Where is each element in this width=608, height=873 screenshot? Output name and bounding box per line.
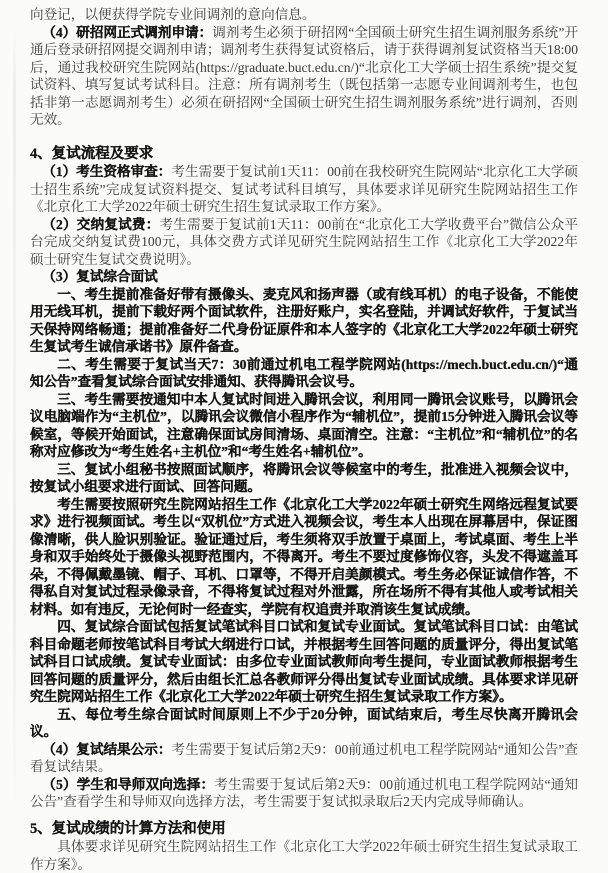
- bold-run: 二、考生需要于复试当天7：30前通过机电工程学院网站(https://mech.buct.edu.cn/)“通知公告”查看复试综合面试安排通知、获得腾讯会议号。: [30, 356, 578, 389]
- section-5-heading: [30, 821, 578, 839]
- para-rule-2-notice: [30, 356, 578, 391]
- para-rule-4-interview-content: [30, 618, 578, 706]
- para-continuation: [30, 6, 578, 24]
- para-rule-1-equipment: [30, 286, 578, 356]
- para-item-4-transfer-application: [30, 24, 578, 129]
- para-rule-5-duration: [30, 706, 578, 741]
- page-content: [30, 6, 578, 873]
- bold-run: 四、复试综合面试包括复试笔试科目口试和复试专业面试。复试笔试科目口试：由笔试科目命题老师按笔试科目考试大纲进行口试，并根据考生回答问题的质量评分，得出复试笔试科目口试成绩。复试专业面试：由多位专业面试教师向考生提问，专业面试教师根据考生回答问题的质量评分，然后由组长汇总各教师评分得出复试专业面试成绩。具体要求详见研究生院网站招生工作《北京化工大学2022年硕士研究生招生复试录取工作方案》。: [30, 619, 578, 704]
- section-4-heading: [30, 146, 578, 164]
- text-run: 考生需要于复试后第2天9：00前通过机电工程学院网站“通知公告”查看学生和导师双向选择方法，考生需要于复试拟录取后2天内完成导师确认。: [30, 776, 578, 809]
- para-item-1-qualification-review: [30, 163, 578, 216]
- bold-run: 五、每位考生综合面试时间原则上不少于20分钟，面试结束后，考生尽快离开腾讯会议。: [30, 706, 578, 739]
- text-run: 调剂考生必须于研招网“全国硕士研究生招生调剂服务系统”开通后登录研招网提交调剂申请；调剂考生获得复试资格后，请于获得调剂复试资格当天18:00后，通过我校研究生院网站(https://graduate.buct.edu.cn/)“北京化工大学硕士招生系统”提交复试资料、填写复试考试科目。注意：所有调剂考生（既包括第一志愿专业间调剂考生，也包括非第一志愿调剂考生）必须在研招网“全国硕士研究生招生调剂服务系统”进行调剂，否则无效。: [30, 24, 578, 127]
- bold-run: 三、复试小组秘书按照面试顺序，将腾讯会议等候室中的考生，批准进入视频会议中，按复试小组要求进行面试、回答问题。: [30, 461, 578, 494]
- text-run: 考生需要于复试前1天11：00前在“北京化工大学收费平台”微信公众平台完成交纳复试费100元，具体交费方式详见研究生院网站招生工作《北京化工大学2022年硕士研究生复试交费说明》。: [30, 216, 578, 267]
- scan-artifact: [13, 30, 16, 820]
- bold-run: 考生需要按照研究生院网站招生工作《北京化工大学2022年硕士研究生网络远程复试要求》进行视频面试。考生以“双机位”方式进入视频会议，考生本人出现在屏幕居中，保证图像清晰，供人脸识别验证。验证通过后，考生须将双手放置于桌面上，考试桌面、考生上半身和双手始终处于摄像头视野范围内，不得离开。考生不要过度修饰仪容，头发不得遮盖耳朵，不得佩戴墨镜、帽子、耳机、口罩等，不得开启美颜模式。考生务必保证诚信作答，不得私自对复试过程录像录音，不得将复试过程对外泄露，所在场所不得有其他人或考试相关材料。如有违反，无论何时一经查实，学院有权追责并取消该生复试成绩。: [30, 496, 578, 617]
- bold-run: （5）学生和导师双向选择：: [42, 776, 215, 792]
- text-run: 考生需要于复试后第2天9：00前通过机电工程学院网站“通知公告”查看复试结果。: [30, 741, 579, 774]
- para-item-4-result-announcement: [30, 741, 578, 776]
- bold-run: 4、复试流程及要求: [30, 145, 154, 162]
- text-run: 具体要求详见研究生院网站招生工作《北京化工大学2022年硕士研究生招生复试录取工作方案》。: [30, 839, 578, 872]
- bold-run: （2）交纳复试费：: [42, 216, 160, 232]
- para-remote-interview-requirements: [30, 496, 578, 619]
- para-item-3-interview-heading: [30, 268, 578, 286]
- bold-run: 一、考生提前准备好带有摄像头、麦克风和扬声器（或有线耳机）的电子设备，不能使用无线耳机，提前下载好两个面试软件，注册好账户，实名登陆，并调试好软件，于复试当天保持网络畅通；提前准备好二代身份证原件和本人签字的《北京化工大学2022年硕士研究生复试考生诚信承诺书》原件备查。: [30, 286, 578, 354]
- text-run: 向登记，以便获得学院专业间调剂的意向信息。: [30, 7, 316, 22]
- bold-run: （3）复试综合面试: [42, 269, 158, 284]
- para-rule-3b-secretary: [30, 461, 578, 496]
- para-item-5-mutual-selection: [30, 776, 578, 811]
- bold-run: （1）考生资格审查：: [42, 164, 172, 179]
- para-item-2-fee-payment: [30, 216, 578, 269]
- bold-run: 5、复试成绩的计算方法和使用: [30, 820, 226, 837]
- bold-run: （4）复试结果公示：: [42, 741, 172, 757]
- para-rule-3-meeting-positions: [30, 391, 578, 461]
- text-run: 考生需要于复试前1天11：00前在我校研究生院网站“北京化工大学硕士招生系统”完成复试资料提交、复试考试科目填写，具体要求详见研究生院网站招生工作《北京化工大学2022年硕士研究生招生复试录取工作方案》。: [30, 164, 579, 214]
- bold-run: 三、考生需要按通知中本人复试时间进入腾讯会议，利用同一腾讯会议账号，以腾讯会议电脑端作为“主机位”，以腾讯会议微信小程序作为“辅机位”，提前15分钟进入腾讯会议等候室，等候开始面试，注意确保面试房间清场、桌面清空。注意：“主机位”和“辅机位”的名称对应修改为“考生姓名+主机位”和“考生姓名+辅机位”。: [30, 391, 578, 459]
- bold-run: （4）研招网正式调剂申请：: [42, 24, 213, 40]
